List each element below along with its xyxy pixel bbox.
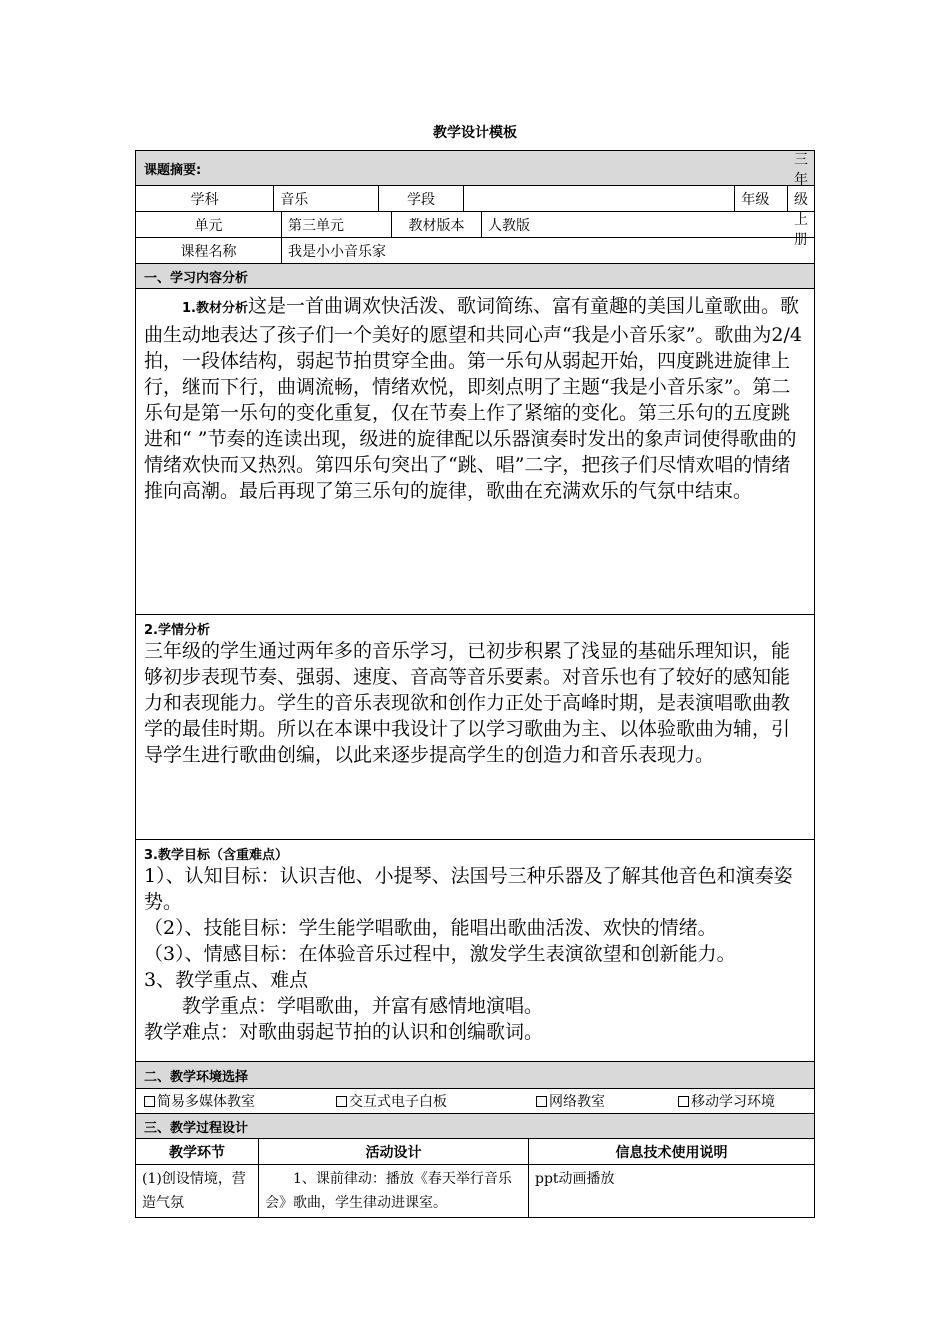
grade-value: 级上册 xyxy=(794,191,808,248)
lesson-plan-table xyxy=(135,150,815,1218)
section3-header: 三、教学过程设计 xyxy=(144,1120,249,1136)
course-value: 我是小小音乐家 xyxy=(288,243,386,260)
column-header-tech: 信息技术使用说明 xyxy=(615,1144,728,1161)
environment-option-label: 移动学习环境 xyxy=(691,1094,775,1110)
column-header-activity: 活动设计 xyxy=(259,1139,529,1164)
section2-header-row xyxy=(136,1062,814,1089)
unit-value: 第三单元 xyxy=(282,212,392,237)
environment-option[interactable] xyxy=(336,1091,536,1111)
environment-option[interactable] xyxy=(678,1091,775,1111)
info-row-course xyxy=(136,238,814,264)
goal-line: （2）、技能目标：学生能学唱歌曲，能唱出歌曲活泼、欢快的情绪。 xyxy=(144,917,717,939)
checkbox-icon[interactable] xyxy=(336,1096,347,1107)
learner-analysis-text: 三年级的学生通过两年多的音乐学习，已初步积累了浅显的基础乐理知识，能够初步表现节奏、强弱、速度、音高等音乐要素。对音乐也有了较好的感知能力和表现能力。学生的音乐表现欲和创作力正处于高峰时期，是表演唱歌曲教学的最佳时期。所以在本课中我设计了以学习歌曲为主、以体验歌曲为辅，引导学生进行歌曲创编，以此来逐步提高学生的创造力和音乐表现力。 xyxy=(144,640,791,766)
goal-line: 3、教学重点、难点 xyxy=(144,969,309,991)
summary-header-row xyxy=(136,151,814,186)
checkbox-icon[interactable] xyxy=(678,1096,689,1107)
learner-analysis-label: 2.学情分析 xyxy=(144,623,210,638)
textbook-analysis-text xyxy=(144,293,806,504)
environment-option[interactable] xyxy=(144,1091,336,1111)
checkbox-icon[interactable] xyxy=(536,1096,547,1107)
stage-value xyxy=(464,186,735,211)
section2-header: 二、教学环境选择 xyxy=(144,1069,249,1085)
column-header-stage: 教学环节 xyxy=(136,1139,259,1164)
textbook-analysis xyxy=(136,289,814,615)
goal-line: 1）、认知目标：认识吉他、小提琴、法国号三种乐器及了解其他音色和演奏姿势。 xyxy=(144,865,793,913)
unit-label: 单元 xyxy=(136,212,282,237)
environment-option[interactable] xyxy=(536,1091,678,1111)
stage-label: 学段 xyxy=(379,186,465,211)
goal-line: （3）、情感目标：在体验音乐过程中，激发学生表演欲望和创新能力。 xyxy=(144,943,736,965)
grade-label: 年级 xyxy=(735,186,788,211)
goal-line: 教学难点：对歌曲弱起节拍的认识和创编歌词。 xyxy=(144,1021,544,1043)
table-row xyxy=(136,1165,814,1217)
environment-option-label: 网络教室 xyxy=(549,1094,605,1110)
section3-header-row xyxy=(136,1114,814,1139)
textbook-analysis-body: 这是一首曲调欢快活泼、歌词简练、富有童趣的美国儿童歌曲。歌曲生动地表达了孩子们一个美好的愿望和共同心声“我是小音乐家”。歌曲为2/4拍，一段体结构，弱起节拍贯穿全曲。第一乐句从弱起开始，四度跳进旋律上行，继而下行，曲调流畅，情绪欢悦，即刻点明了主题“我是小音乐家”。第二乐句是第一乐句的变化重复，仅在节奏上作了紧缩的变化。第三乐句的五度跳进和“ ”节奏的连读出现，级进的旋律配以乐器演奏时发出的象声词使得歌曲的情绪欢快而又热烈。第四乐句突出了“跳、唱”二字，把孩子们尽情欢唱的情绪推向高潮。最后再现了第三乐句的旋律，歌曲在充满欢乐的气氛中结束。 xyxy=(144,295,803,502)
course-label: 课程名称 xyxy=(136,238,282,263)
process-activity: 1、课前律动：播放《春天举行音乐会》歌曲，学生律动进课室。 xyxy=(259,1165,529,1217)
document-title: 教学设计模板 xyxy=(433,125,517,141)
environment-options xyxy=(136,1089,814,1114)
goal-line: 教学重点：学唱歌曲，并富有感情地演唱。 xyxy=(182,995,544,1017)
edition-value: 人教版 xyxy=(488,217,530,234)
info-row-unit xyxy=(136,212,814,238)
section1-header-row xyxy=(136,264,814,289)
process-stage: (1)创设情境，营造气氛 xyxy=(136,1165,259,1217)
process-tech: ppt动画播放 xyxy=(535,1171,615,1187)
edition-label: 教材版本 xyxy=(392,212,482,237)
textbook-analysis-label: 1.教材分析 xyxy=(182,301,248,316)
teaching-goals xyxy=(136,840,814,1062)
environment-option-label: 交互式电子白板 xyxy=(349,1094,447,1110)
subject-value: 音乐 xyxy=(274,186,378,211)
section1-header: 一、学习内容分析 xyxy=(144,270,249,286)
checkbox-icon[interactable] xyxy=(144,1096,155,1107)
process-table-header xyxy=(136,1139,814,1165)
subject-label: 学科 xyxy=(136,186,274,211)
learner-analysis xyxy=(136,615,814,840)
environment-option-label: 简易多媒体教室 xyxy=(157,1094,255,1110)
teaching-goals-label: 3.教学目标（含重难点） xyxy=(144,848,288,863)
summary-header: 课题摘要: xyxy=(144,162,202,178)
